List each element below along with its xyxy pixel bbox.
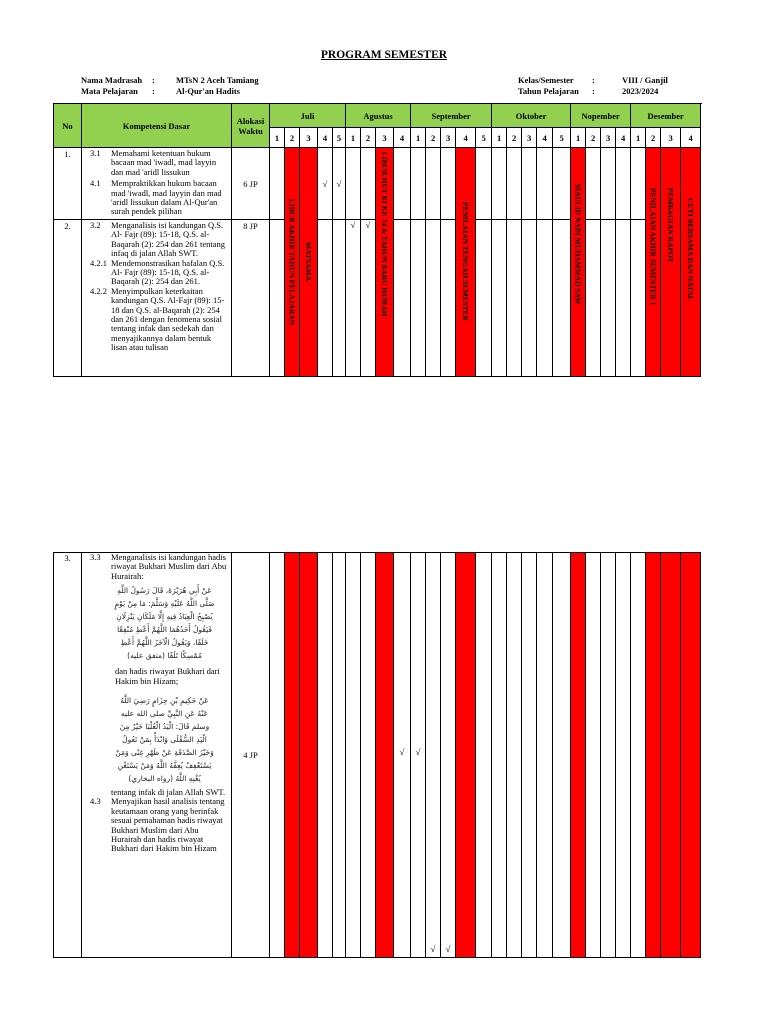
event-label: PEMBAGIAN RAPOT: [666, 188, 676, 263]
week-number: 4: [318, 128, 333, 148]
week-number: 2: [507, 128, 522, 148]
week-number: 5: [476, 128, 492, 148]
check-mark: √: [430, 944, 436, 954]
check-mark: √: [318, 148, 333, 220]
event-cell: [376, 148, 394, 377]
event-cell: [456, 148, 476, 377]
week-number: 4: [616, 128, 631, 148]
kd-text: tentang infak di jalan Allah SWT.: [111, 787, 226, 798]
event-cell: [681, 148, 701, 377]
week-number: 4: [394, 128, 411, 148]
kd-number: 4.3: [90, 796, 101, 807]
row-number: 1.: [54, 148, 82, 220]
tahun-sep: :: [592, 86, 595, 96]
check-cell: [394, 553, 411, 958]
kd-cell: [82, 148, 232, 220]
page-title: PROGRAM SEMESTER: [320, 49, 448, 61]
hadis-arabic-2: عَنْ حَكِيمِ بْنِ حِزَامٍ رَضِيَ اللَّهُ عَنْهُ عَنِ النَّبِيِّ صلى الله عليه وسلم قَالَ: الْيَدُ الْعُلْيَا خَيْرٌ مِنَ الْيَدِ السُّفْلَى وَابْدَأْ بِمَنْ تَعُولُ وَخَيْرُ الصَّدَقَةِ عَنْ ظَهْرِ غِنًى وَمَنْ يَسْتَعْفِفْ يُعِفَّهُ اللَّهُ وَمَنْ يَسْتَغْنِ يُغْنِهِ اللَّهُ (رواه البخاري): [115, 696, 214, 784]
kd-number: 4.2.2: [90, 285, 107, 296]
semester-table-bottom: [53, 552, 701, 958]
event-cell: [646, 148, 661, 377]
month-september: September: [411, 104, 492, 128]
kd-text: Mempraktikkan hukum bacaan mad 'iwadl, mad layyin dan mad 'aridl lissukun dalam Al-Qur'an surah pendek pilihan: [111, 178, 222, 217]
event-cell: [661, 148, 681, 377]
check-mark: √: [346, 220, 361, 377]
week-number: 2: [426, 128, 441, 148]
kd-number: 3.1: [90, 148, 101, 158]
event-cell: [376, 553, 394, 958]
week-number: 2: [285, 128, 300, 148]
event-label: PENILAIAN TENGAH SEMESTER: [461, 202, 471, 322]
event-cell: [300, 553, 318, 958]
kd-number: 4.1: [90, 178, 101, 189]
col-alokasi-header: Alokasi Waktu: [232, 104, 270, 148]
week-number: 3: [661, 128, 681, 148]
event-label: MAULID NABI MUHAMMAD SAW: [573, 184, 583, 305]
week-number: 1: [411, 128, 426, 148]
kd-text: Menganalisis isi kandungan hadis riwayat Bukhari Muslim dari Abu Hurairah:: [111, 552, 227, 581]
week-number: 5: [553, 128, 571, 148]
kelas-value: VIII / Ganjil: [622, 75, 668, 85]
col-no-header: No: [54, 104, 82, 148]
week-number: 3: [300, 128, 318, 148]
mapel-label: Mata Pelajaran: [81, 86, 138, 96]
week-number: 5: [333, 128, 346, 148]
event-cell: [300, 148, 318, 377]
hadis-arabic-1: عَنْ أَبِي هُرَيْرَةَ، قَالَ رَسُولُ اللَّهِ صَلَّى اللَّهُ عَلَيْهِ وَسَلَّمَ: مَا مِنْ يَوْمٍ يُصْبِحُ الْعِبَادُ فِيهِ إِلَّا مَلَكَانِ يَنْزِلَانِ فَيَقُولُ أَحَدُهُمَا اللَّهُمَّ أَعْطِ مُنْفِقًا خَلَفًا، وَيَقُولُ الْآخَرُ اللَّهُمَّ أَعْطِ مُمْسِكًا تَلَفًا (متفق عليه): [114, 586, 215, 661]
month-nopember: Nopember: [571, 104, 631, 128]
kelas-label: Kelas/Semester: [518, 75, 574, 85]
week-number: 1: [346, 128, 361, 148]
week-number: 3: [376, 128, 394, 148]
madrasah-label: Nama Madrasah: [81, 75, 143, 85]
week-number: 2: [361, 128, 376, 148]
event-cell: [646, 553, 661, 958]
kd-text: Mendemonstrasikan hafalan Q.S. Al- Fajr (89): 15-18, Q.S. al-Baqarah (2): 254 dan 261.: [111, 257, 225, 287]
check-mark: √: [445, 944, 451, 954]
event-label: PENILAIAN AKHIR SEMESTER 1: [648, 188, 658, 306]
mapel-value: Al-Qur'an Hadits: [176, 86, 240, 96]
week-number: 3: [441, 128, 456, 148]
week-number: 4: [681, 128, 701, 148]
check-cell: [441, 553, 456, 958]
week-number: 1: [631, 128, 646, 148]
row-number: 2.: [54, 220, 82, 377]
semester-table-top: [53, 103, 701, 377]
tahun-label: Tahun Pelajaran: [518, 86, 579, 96]
table-row: [54, 553, 701, 958]
event-cell: [285, 553, 300, 958]
alokasi-value: 8 JP: [232, 220, 270, 377]
event-label: LIBUR AKHIR TAHUN PELAJARAN: [287, 198, 297, 326]
event-cell: [285, 148, 300, 377]
kd-number: 3.2: [90, 220, 101, 230]
kd-number: 3.3: [90, 552, 101, 562]
kd-number: 4.2.1: [90, 257, 107, 268]
mapel-sep: :: [152, 86, 155, 96]
kd-cell: [82, 220, 232, 377]
week-number: 1: [492, 128, 507, 148]
check-mark: √: [399, 747, 405, 757]
event-cell: [571, 553, 586, 958]
row-number: 3.: [54, 553, 82, 958]
check-mark: √: [415, 747, 421, 757]
event-cell: [571, 148, 586, 377]
month-desember: Desember: [631, 104, 701, 128]
kd-text: Memahami ketentuan hukum bacaan mad 'iwadl, mad layyin dan mad 'aridl lissukun: [111, 148, 217, 177]
week-number: 2: [586, 128, 601, 148]
kd-text: Menyimpulkan keterkaitan kandungan Q.S. Al-Fajr (89): 15-18 dan Q.S. al-Baqarah (2): 254 dan 261 dengan fenomena sosial tentang infak dan sedekah dan menyajikannya dalam bentuk lisan atau tulisan: [111, 285, 225, 353]
check-cell: [426, 553, 441, 958]
week-number: 3: [522, 128, 537, 148]
table-row: [54, 148, 701, 220]
event-label: LIBUR HUT RI KE 74 & TAHUN BARU HIJRAH: [380, 152, 390, 317]
event-cell: [456, 553, 476, 958]
kelas-sep: :: [592, 75, 595, 85]
week-number: 4: [456, 128, 476, 148]
event-cell: [661, 553, 681, 958]
kd-text: Menganalisis isi kandungan Q.S. Al- Fajr (89): 15-18, Q.S. al-Baqarah (2): 254 dan 261 tentang infaq di jalan Allah SWT.: [111, 220, 226, 259]
event-label: CUTI BERSAMA DAN NATAL: [686, 198, 696, 301]
week-number: 3: [601, 128, 616, 148]
week-number: 1: [571, 128, 586, 148]
col-kd-header: Kompetensi Dasar: [82, 104, 232, 148]
check-mark: √: [333, 148, 346, 220]
event-label: MATSAMA: [304, 242, 313, 282]
check-cell: [411, 553, 426, 958]
kd-text: dan hadis riwayat Bukhari dari Hakim bin Hizam;: [115, 666, 220, 686]
madrasah-value: MTsN 2 Aceh Tamiang: [176, 75, 259, 85]
alokasi-value: 4 JP: [232, 553, 270, 958]
week-number: 4: [537, 128, 553, 148]
month-oktober: Oktober: [492, 104, 571, 128]
month-juli: Juli: [270, 104, 346, 128]
alokasi-value: 6 JP: [232, 148, 270, 220]
week-number: 1: [270, 128, 285, 148]
week-number: 2: [646, 128, 661, 148]
month-agustus: Agustus: [346, 104, 411, 128]
madrasah-sep: :: [152, 75, 155, 85]
event-cell: [681, 553, 701, 958]
tahun-value: 2023/2024: [622, 86, 659, 96]
kd-cell: [82, 553, 232, 958]
kd-text: Menyajikan hasil analisis tentang keutamaan orang yang berinfak sesuai pemahaman hadis riwayat Bukhari Muslim dari Abu Hurairah dan hadis riwayat Bukhari dari Hakim bin Hizam: [111, 796, 225, 854]
check-mark: √: [361, 220, 376, 377]
